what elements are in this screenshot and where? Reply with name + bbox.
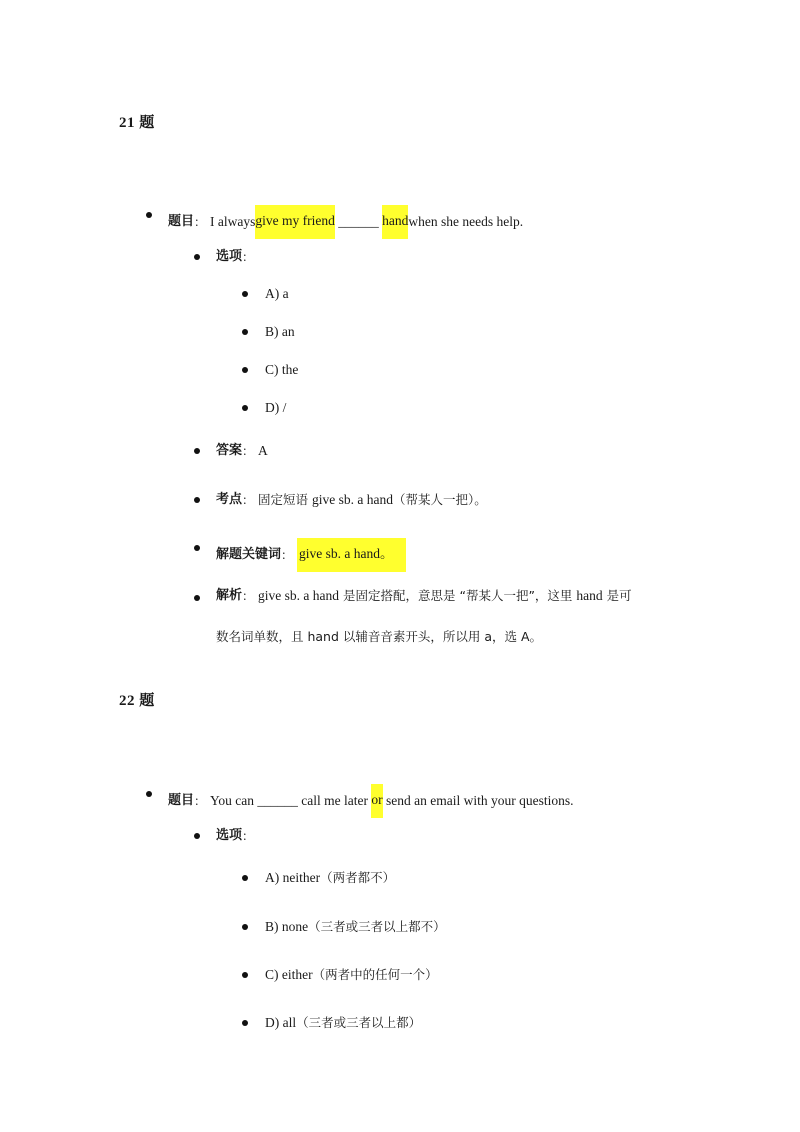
question-22-title: 22 题 <box>119 693 155 709</box>
point-label: 考点 <box>216 492 243 507</box>
stem-blank: ______ <box>334 214 383 229</box>
point-colon: ： <box>242 493 255 507</box>
question-21-point <box>216 490 487 510</box>
keyword-label: 解题关键词 <box>216 547 282 562</box>
highlight-give-my-friend: give my friend <box>255 205 334 239</box>
bullet <box>194 595 200 601</box>
analysis-line1-en: give sb. a hand <box>258 588 340 603</box>
point-text-cn: 固定短语 <box>258 492 309 507</box>
keyword-colon: ： <box>281 548 294 562</box>
option-a <box>265 868 395 888</box>
option-d-cn: （三者或三者以上都） <box>296 1015 422 1030</box>
stem-label: 题目 <box>168 793 195 808</box>
stem-colon: ： <box>194 794 207 808</box>
options-colon: ： <box>242 250 255 264</box>
options-label: 选项 <box>216 249 243 264</box>
stem-text-before: I always <box>210 214 256 229</box>
highlight-hand: hand <box>382 205 408 239</box>
bullet <box>194 833 200 839</box>
option-b-cn: （三者或三者以上都不） <box>308 919 446 934</box>
question-21-title: 21 题 <box>119 115 155 131</box>
option-d <box>265 398 286 418</box>
option-d-text: D) / <box>265 400 287 415</box>
option-a-cn: （两者都不） <box>320 870 396 885</box>
stem-text-after: send an email with your questions. <box>382 793 574 808</box>
bullet <box>242 329 248 335</box>
stem-text-after: when she needs help. <box>408 214 524 229</box>
stem-text-before: You can ______ call me later <box>210 793 372 808</box>
point-text-en: give sb. a hand <box>312 492 394 507</box>
option-c <box>265 360 298 380</box>
option-c <box>265 965 438 985</box>
option-a-text: A) a <box>265 286 289 301</box>
highlight-keyword: give sb. a hand。 <box>297 538 405 572</box>
bullet <box>242 291 248 297</box>
stem-colon: ： <box>194 215 207 229</box>
analysis-line2: 数名词单数，且 hand 以辅音音素开头，所以用 a，选 A。 <box>216 629 543 644</box>
question-21-analysis <box>216 586 632 606</box>
option-a <box>265 284 289 304</box>
bullet <box>146 212 152 218</box>
option-d-en: D) all <box>265 1015 297 1030</box>
option-c-en: C) either <box>265 967 313 982</box>
analysis-line1-cn: 是固定搭配，意思是 “帮某人一把”，这里 <box>339 588 577 603</box>
option-d <box>265 1013 421 1033</box>
bullet <box>194 497 200 503</box>
option-b <box>265 917 446 937</box>
answer-label: 答案 <box>216 443 243 458</box>
question-21-options-heading <box>216 247 258 267</box>
option-a-en: A) neither <box>265 870 321 885</box>
answer-value: A <box>258 443 268 458</box>
bullet <box>242 875 248 881</box>
point-text-cn2: （帮某人一把）。 <box>393 492 487 507</box>
bullet <box>242 924 248 930</box>
bullet <box>242 972 248 978</box>
option-c-text: C) the <box>265 362 299 377</box>
question-21-keyword <box>216 538 406 572</box>
options-colon: ： <box>242 829 255 843</box>
question-21-stem <box>168 205 523 239</box>
bullet <box>194 545 200 551</box>
bullet <box>242 405 248 411</box>
bullet <box>194 254 200 260</box>
question-21-analysis-line2 <box>216 627 542 647</box>
analysis-line1-cn2: 是可 <box>602 588 632 603</box>
analysis-colon: ： <box>242 589 255 603</box>
option-b <box>265 322 295 342</box>
bullet <box>146 791 152 797</box>
option-b-en: B) none <box>265 919 309 934</box>
option-c-cn: （两者中的任何一个） <box>312 967 438 982</box>
question-22-options-heading <box>216 826 258 846</box>
stem-label: 题目 <box>168 214 195 229</box>
bullet <box>194 448 200 454</box>
option-b-text: B) an <box>265 324 295 339</box>
analysis-label: 解析 <box>216 588 243 603</box>
bullet <box>242 1020 248 1026</box>
question-22-stem <box>168 784 573 818</box>
bullet <box>242 367 248 373</box>
options-label: 选项 <box>216 828 243 843</box>
answer-colon: ： <box>242 444 255 458</box>
analysis-line1-en2: hand <box>576 588 603 603</box>
highlight-or: or <box>371 784 382 818</box>
question-21-answer <box>216 441 268 461</box>
